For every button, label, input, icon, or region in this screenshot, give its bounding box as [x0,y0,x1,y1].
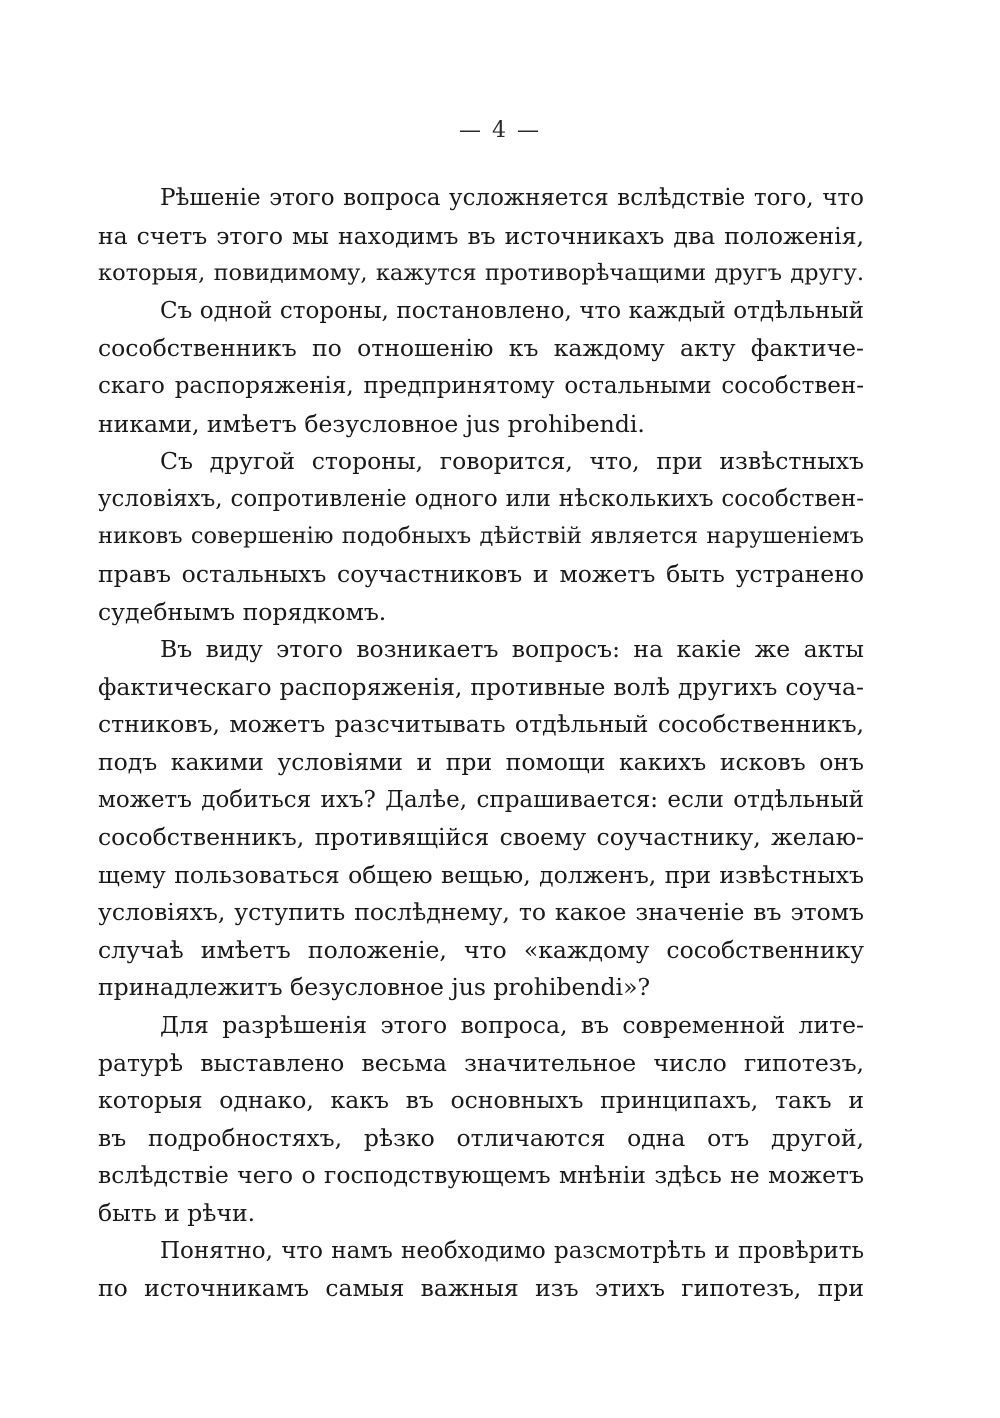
text-line: вслѣдствіе чего о господствующемъ мнѣніи здѣсь не можетъ [98,1161,864,1190]
text-line: случаѣ имѣетъ положеніе, что «каждому сособственнику [98,935,864,964]
text-line: Въ виду этого возникаетъ вопросъ: на какіе же акты [160,635,864,664]
text-line: можетъ добиться ихъ? Далѣе, спрашивается: если отдѣльный [98,786,864,813]
text-line: щему пользоваться общею вещью, долженъ, при извѣстныхъ [98,860,864,889]
page-number: — 4 — [459,118,541,143]
text-line: въ подробностяхъ, рѣзко отличаются одна отъ другой, [98,1123,864,1152]
text-line: условіяхъ, уступить послѣднему, то какое значеніе въ этомъ [98,898,864,927]
text-line: стниковъ, можетъ разсчитывать отдѣльный сособственникъ, [98,710,864,739]
text-line: Съ одной стороны, постановлено, что каждый отдѣльный [160,297,864,324]
paragraph-1 [98,180,864,293]
text-line: правъ остальныхъ соучастниковъ и можетъ быть устранено [98,559,864,588]
text-line: ратурѣ выставлено весьма значительное число гипотезъ, [98,1048,864,1077]
text-line: Рѣшеніе этого вопроса усложняется вслѣдствіе того, что [160,185,864,211]
text-line: принадлежитъ безусловное jus prohibendi»? [98,973,651,1002]
text-line: которыя, повидимому, кажутся противорѣчащими другъ другу. [98,260,864,287]
paragraph-4 [98,631,864,1007]
text-line: по источникамъ самыя важныя изъ этихъ гипотезъ, при [98,1274,864,1303]
text-line: сособственникъ по отношенію къ каждому акту фактиче- [98,334,864,363]
text-line: быть и рѣчи. [98,1199,256,1228]
text-line: фактическаго распоряженія, противные волѣ другихъ соуча- [98,672,864,701]
text-line: Для разрѣшенія этого вопроса, въ современной лите- [160,1011,864,1040]
text-line: Понятно, что намъ необходимо разсмотрѣть и провѣрить [160,1237,864,1264]
text-line: на счетъ этого мы находимъ въ источникахъ два положенія, [98,221,864,250]
text-line: судебнымъ порядкомъ. [98,597,387,626]
text-line: никовъ совершенію подобныхъ дѣйствій является нарушеніемъ [98,523,864,550]
text-line: никами, имѣетъ безусловное jus prohibendi. [98,409,645,438]
paragraph-6 [98,1233,864,1308]
text-line: которыя однако, какъ въ основныхъ принципахъ, такъ и [98,1086,864,1115]
text-line: условіяхъ, сопротивленіе одного или нѣсколькихъ сособствен- [98,485,864,512]
text-line: Съ другой стороны, говорится, что, при извѣстныхъ [160,447,864,476]
text-line: скаго распоряженія, предпринятому остальными сособствен- [98,372,864,399]
body-text [98,180,864,1308]
text-line: подъ какими условіями и при помощи какихъ исковъ онъ [98,747,864,776]
paragraph-3 [98,443,864,631]
paragraph-5 [98,1007,864,1233]
text-line: сособственникъ, противящійся своему соучастнику, желаю- [98,823,864,852]
paragraph-2 [98,293,864,443]
